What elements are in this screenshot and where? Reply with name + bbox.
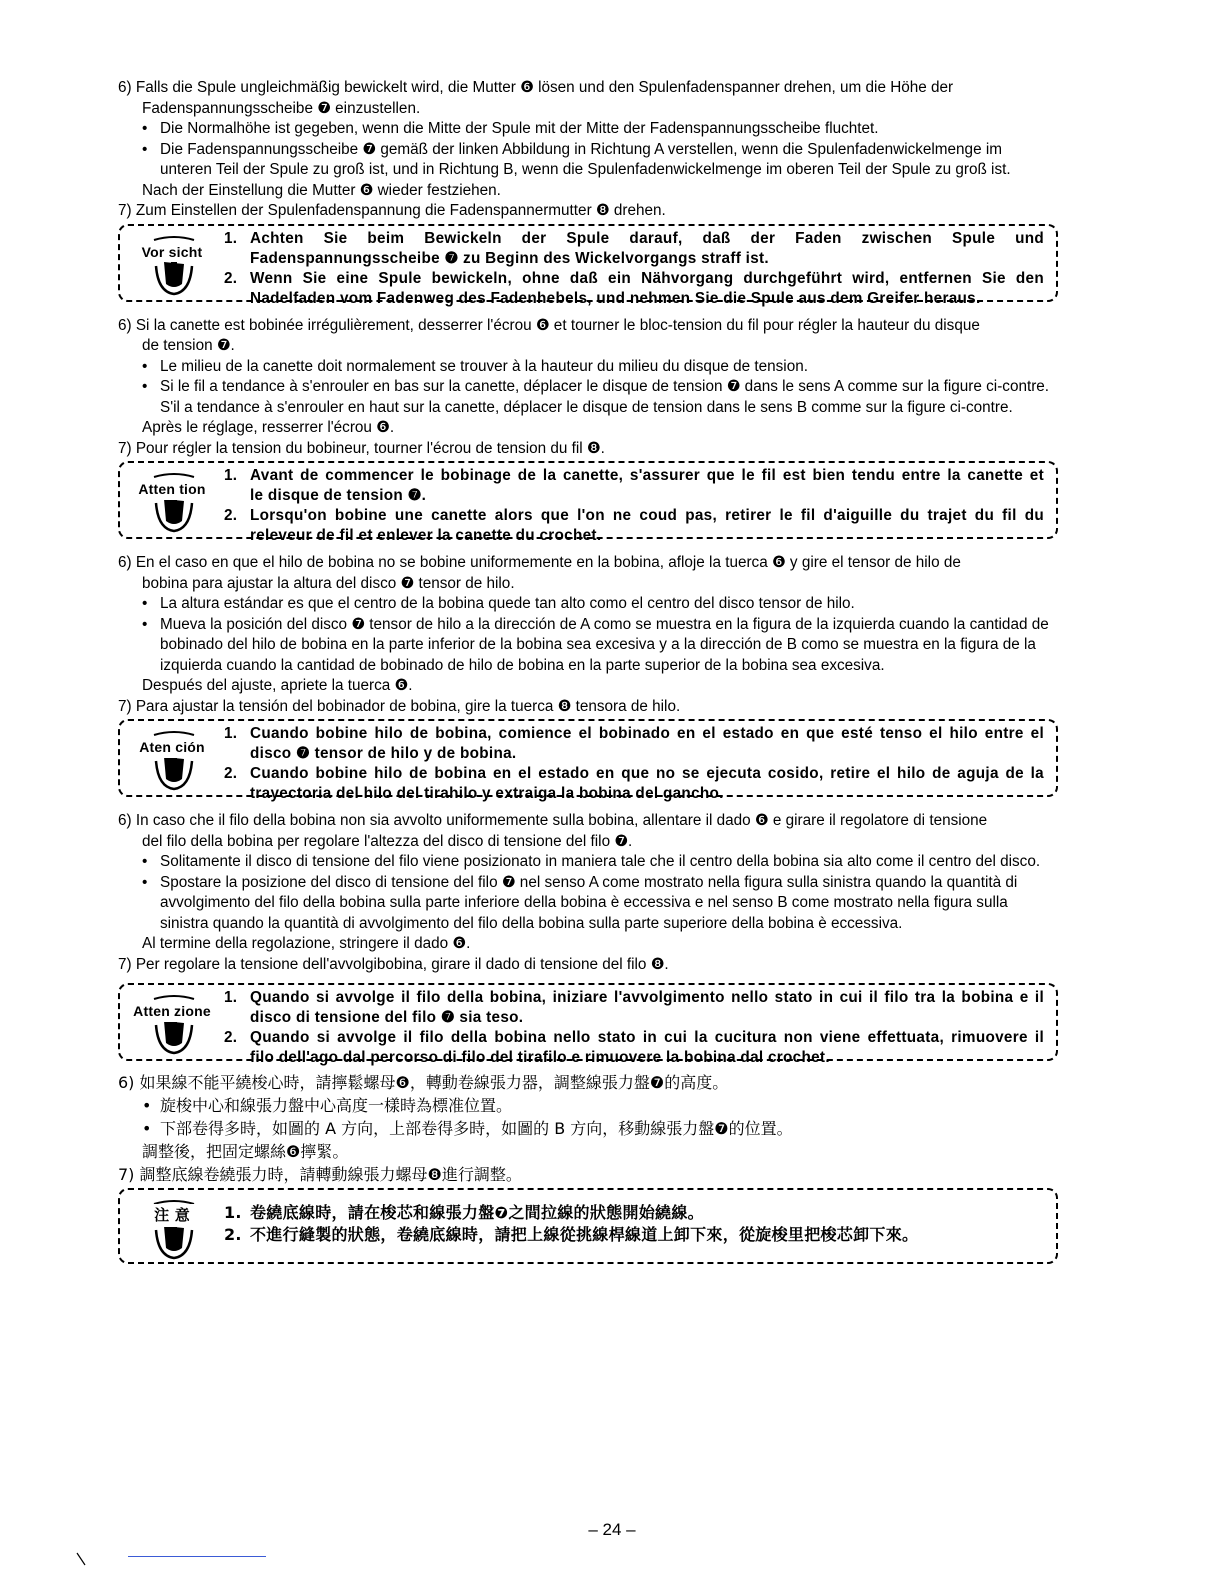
caution-item-2-cont: releveur de fil et enlever la canette du crochet. <box>250 527 602 544</box>
bullet-direction: • Spostare la posizione del disco di tensione del filo ❼ nel senso A come mostrato nella figura sulla sinistra quando la quantità di avvolgimento del filo della bobina sulla parte inferiore della bobina è eccessiva e nel senso B come mostrato nella figura sulla sinistra quando la quantità di avvolgimento del filo della bobina sulla parte superiore della bobina è eccessiva. <box>118 873 1058 935</box>
bullet-standard-height: • La altura estándar es que el centro de la bobina quede tan alto como el centro del disco tensor de hilo. <box>118 594 1058 615</box>
step-6-heading: 6) 如果線不能平繞梭心時，請擰鬆螺母❻，轉動卷線張力器，調整線張力盤❼的高度。 <box>118 1073 729 1092</box>
caution-item-2: 2. Cuando bobine hilo de bobina en el estado en que no se ejecuta cosido, retire el hilo de aguja de la <box>224 765 1044 782</box>
step-7: 7) Para ajustar la tensión del bobinador de bobina, gire la tuerca ❽ tensora de hilo. <box>118 697 681 715</box>
step-6-heading: 6) Si la canette est bobinée irrégulièrement, desserrer l'écrou ❻ et tourner le bloc-tension du fil pour régler la hauteur du disque <box>118 316 980 334</box>
after-adjustment: Après le réglage, resserrer l'écrou ❻. <box>142 419 395 436</box>
bullet-standard-height: • 旋梭中心和線張力盤中心高度一樣時為標准位置。 <box>118 1094 1058 1117</box>
caution-item-2: 2. Lorsqu'on bobine une canette alors que l'on ne coud pas, retirer le fil d'aiguille du trajet du fil du <box>224 507 1044 524</box>
caution-item-1: 1. Avant de commencer le bobinage de la canette, s'assurer que le fil est bien tendu entre la canette et <box>224 467 1044 484</box>
caution-item-1: 1. Cuando bobine hilo de bobina, comience el bobinado en el estado en que esté tenso el hilo entre el <box>224 725 1044 742</box>
section-es <box>118 553 1058 802</box>
caution-label: Atten zione <box>120 1001 224 1022</box>
bullet-direction: • 下部卷得多時，如圖的 A 方向，上部卷得多時，如圖的 B 方向，移動線張力盤❼的位置。 <box>118 1117 1058 1140</box>
document-page <box>118 78 1058 1278</box>
caution-label: Vor sicht <box>120 242 224 263</box>
caution-box <box>118 224 1058 307</box>
step-6-heading: 6) Falls die Spule ungleichmäßig bewickelt wird, die Mutter ❻ lösen und den Spulenfadenspanner drehen, um die Höhe der <box>118 79 954 96</box>
caution-label: Aten ción <box>120 737 224 758</box>
bullet-standard-height: • Die Normalhöhe ist gegeben, wenn die Mitte der Spule mit der Mitte der Fadenspannungsscheibe fluchtet. <box>118 119 1058 140</box>
caution-label: Atten tion <box>120 479 224 500</box>
caution-item-1-cont: le disque de tension ❼. <box>250 487 427 504</box>
section-it <box>118 811 1058 1066</box>
caution-list <box>224 724 1044 804</box>
bullet-direction: • Mueva la posición del disco ❼ tensor de hilo a la dirección de A como se muestra en la figura de la izquierda cuando la cantidad de bobinado del hilo de bobina en la parte inferior de la bobina sea excesiva y a la dirección de B como se muestra en la figura de la izquierda cuando la cantidad de bobinado de hilo de bobina en la parte superior de la bobina sea excesiva. <box>118 615 1058 677</box>
step-6-heading: 6) En el caso en que el hilo de bobina no se bobine uniformemente en la bobina, afloje la tuerca ❻ y gire el tensor de hilo de <box>118 554 961 571</box>
after-adjustment: Después del ajuste, apriete la tuerca ❻. <box>142 677 413 694</box>
caution-item-1-cont: Fadenspannungsscheibe ❼ zu Beginn des Wickelvorgangs straff ist. <box>250 249 769 267</box>
caution-list <box>224 229 1044 309</box>
step-6-continuation: de tension ❼. <box>142 337 235 354</box>
bullet-standard-height: • Solitamente il disco di tensione del filo viene posizionato in maniera tale che il centro della bobina sia alto come il centro del disco. <box>118 852 1058 873</box>
step-7: 7) Zum Einstellen der Spulenfadenspannung die Fadenspannermutter ❽ drehen. <box>118 202 666 219</box>
step-7: 7) 調整底線卷繞張力時，請轉動線張力螺母❽進行調整。 <box>118 1165 522 1184</box>
caution-label: 注 意 <box>120 1204 224 1227</box>
footer-rule <box>128 1556 266 1557</box>
bullet-direction: • Si le fil a tendance à s'enrouler en bas sur la canette, déplacer le disque de tension ❼ dans le sens A comme sur la figure ci-contre. S'il a tendance à s'enrouler en haut sur la canette, déplacer le disque de tension dans le sens B comme sur la figure ci-contre. <box>118 377 1058 418</box>
step-6-continuation: Fadenspannungsscheibe ❼ einzustellen. <box>142 99 421 117</box>
caution-list <box>224 466 1044 546</box>
caution-item-1: 1. Achten Sie beim Bewickeln der Spule darauf, daß der Faden zwischen Spule und <box>224 229 1044 247</box>
step-7: 7) Pour régler la tension du bobineur, tourner l'écrou de tension du fil ❽. <box>118 439 605 457</box>
corner-tick-icon <box>76 1552 86 1566</box>
caution-item-1: 1. Quando si avvolge il filo della bobina, iniziare l'avvolgimento nello stato in cui il filo tra la bobina e il <box>224 989 1044 1006</box>
bullet-standard-height: • Le milieu de la canette doit normalement se trouver à la hauteur du milieu du disque de tension. <box>118 357 1058 378</box>
step-6-continuation: del filo della bobina per regolare l'altezza del disco di tensione del filo ❼. <box>142 832 633 850</box>
caution-item-2-cont: filo dell'ago dal percorso di filo del tirafilo e rimuovere la bobina dal crochet. <box>250 1049 830 1066</box>
caution-item-1-cont: disco di tensione del filo ❼ sia teso. <box>250 1009 524 1026</box>
caution-item-2: 2. 不進行縫製的狀態，卷繞底線時，請把上線從挑線桿線道上卸下來，從旋梭里把梭芯卸下來。 <box>224 1225 919 1244</box>
caution-item-1-cont: disco ❼ tensor de hilo y de bobina. <box>250 745 517 762</box>
page-number: – 24 – <box>588 1520 636 1539</box>
caution-list <box>224 988 1044 1068</box>
section-fr <box>118 316 1058 544</box>
caution-item-1: 1. 卷繞底線時，請在梭芯和線張力盤❼之間拉線的狀態開始繞線。 <box>224 1203 704 1222</box>
caution-item-2: 2. Quando si avvolge il filo della bobina nello stato in cui la cucitura non viene effettuata, rimuovere il <box>224 1029 1044 1046</box>
after-adjustment: Nach der Einstellung die Mutter ❻ wieder festziehen. <box>142 181 501 199</box>
caution-item-2-cont: Nadelfaden vom Fadenweg des Fadenhebels, und nehmen Sie die Spule aus dem Greifer heraus. <box>250 289 981 307</box>
caution-list <box>224 1202 1044 1246</box>
caution-box <box>118 461 1058 544</box>
section-de <box>118 78 1058 307</box>
caution-box <box>118 1188 1058 1264</box>
step-6-continuation: bobina para ajustar la altura del disco ❼ tensor de hilo. <box>142 574 515 592</box>
caution-item-2-cont: trayectoria del hilo del tirahilo y extraiga la bobina del gancho. <box>250 785 724 802</box>
step-7: 7) Per regolare la tensione dell'avvolgibobina, girare il dado di tensione del filo ❽. <box>118 955 669 973</box>
after-adjustment: Al termine della regolazione, stringere il dado ❻. <box>142 935 471 952</box>
caution-box <box>118 983 1058 1066</box>
caution-box <box>118 719 1058 802</box>
section-zh <box>118 1071 1058 1264</box>
step-6-heading: 6) In caso che il filo della bobina non sia avvolto uniformemente sulla bobina, allentare il dado ❻ e girare il regolatore di tensione <box>118 812 988 829</box>
caution-item-2: 2. Wenn Sie eine Spule bewickeln, ohne daß ein Nähvorgang durchgeführt wird, entfernen Sie den <box>224 269 1044 287</box>
bullet-direction: • Die Fadenspannungsscheibe ❼ gemäß der linken Abbildung in Richtung A verstellen, wenn die Spulenfadenwickelmenge im unteren Teil der Spule zu groß ist, und in Richtung B, wenn die Spulenfadenwickelmenge im oberen Teil der Spule zu groß ist. <box>118 140 1058 181</box>
after-adjustment: 調整後，把固定螺絲❻擰緊。 <box>142 1142 349 1161</box>
